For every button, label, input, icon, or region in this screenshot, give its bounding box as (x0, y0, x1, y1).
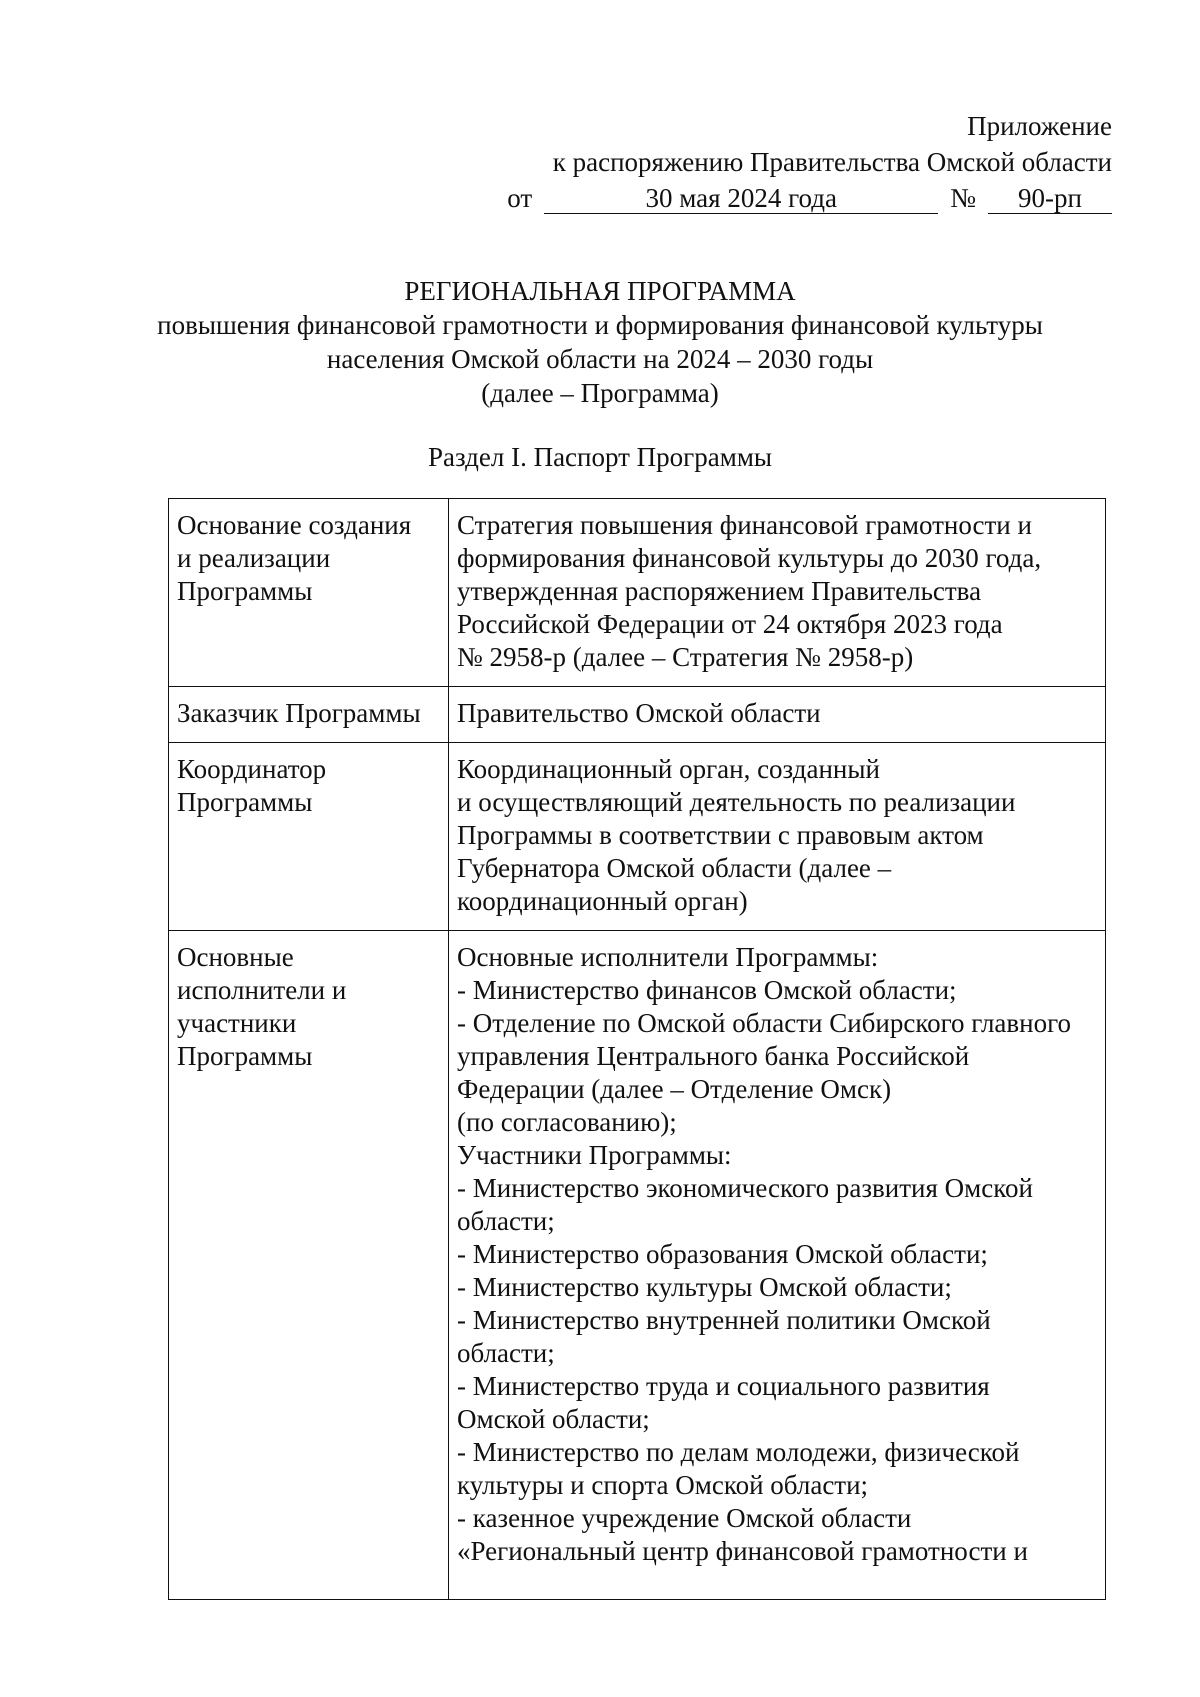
table-row (169, 687, 1106, 743)
row-content (449, 743, 1106, 931)
row-content (449, 499, 1106, 687)
text-line: Программы (177, 576, 313, 606)
text-line: Стратегия повышения финансовой грамотности и (457, 510, 1032, 540)
text-line: Участники Программы: (457, 1140, 732, 1170)
text-line: - Министерство труда и социального развития (457, 1371, 990, 1401)
text-line: области; (457, 1206, 555, 1236)
from-label: от (507, 183, 533, 213)
row-label (169, 687, 449, 743)
text-line: Программы (177, 1041, 313, 1071)
text-line: - Министерство внутренней политики Омской (457, 1305, 991, 1335)
text-line: - Министерство по делам молодежи, физической (457, 1437, 1020, 1467)
text-line: Основание создания (177, 510, 412, 540)
text-line: Правительство Омской области (457, 698, 821, 728)
order-number: 90-рп (988, 183, 1112, 214)
text-line: - Отделение по Омской области Сибирского главного (457, 1008, 1071, 1038)
text-line: Губернатора Омской области (далее – (457, 853, 892, 883)
text-line: области; (457, 1338, 555, 1368)
row-content (449, 931, 1106, 1600)
text-line: Омской области; (457, 1404, 650, 1434)
title-line-2: повышения финансовой грамотности и формирования финансовой культуры (157, 310, 1043, 340)
annex-title: Приложение (967, 111, 1112, 141)
text-line: № 2958-р (далее – Стратегия № 2958-р) (457, 642, 914, 672)
row-label (169, 499, 449, 687)
text-line: - Министерство образования Омской области; (457, 1239, 988, 1269)
text-line: Российской Федерации от 24 октября 2023 года (457, 609, 1003, 639)
text-line: - Министерство финансов Омской области; (457, 975, 957, 1005)
program-title (150, 274, 1050, 410)
text-line: Программы в соответствии с правовым актом (457, 820, 984, 850)
annex-reference: к распоряжению Правительства Омской области (552, 147, 1112, 177)
text-line: - Министерство экономического развития Омской (457, 1173, 1033, 1203)
text-line: Координационный орган, созданный (457, 754, 880, 784)
title-line-1: РЕГИОНАЛЬНАЯ ПРОГРАММА (404, 276, 796, 306)
text-line: и реализации (177, 543, 331, 573)
row-label (169, 743, 449, 931)
annex-date-number-line (507, 180, 1112, 216)
text-line: Заказчик Программы (177, 698, 421, 728)
text-line: исполнители и (177, 975, 347, 1005)
title-line-4: (далее – Программа) (481, 378, 719, 408)
text-line: формирования финансовой культуры до 2030 года, (457, 543, 1042, 573)
text-line: Программы (177, 787, 313, 817)
text-line: (по согласованию); (457, 1107, 677, 1137)
number-label: № (950, 183, 976, 213)
text-line: Основные (177, 942, 294, 972)
text-line: управления Центрального банка Российской (457, 1041, 970, 1071)
order-date: 30 мая 2024 года (544, 183, 938, 214)
text-line: участники (177, 1008, 297, 1038)
row-content (449, 687, 1106, 743)
annex-header (507, 108, 1112, 216)
title-line-3: населения Омской области на 2024 – 2030 годы (326, 344, 874, 374)
text-line: координационный орган) (457, 886, 748, 916)
table-row (169, 931, 1106, 1600)
passport-table (168, 498, 1106, 1600)
text-line: Основные исполнители Программы: (457, 942, 879, 972)
table-row (169, 499, 1106, 687)
text-line: «Региональный центр финансовой грамотности и (457, 1536, 1028, 1566)
text-line: Федерации (далее – Отделение Омск) (457, 1074, 892, 1104)
table-row (169, 743, 1106, 931)
text-line: - казенное учреждение Омской области (457, 1503, 912, 1533)
text-line: - Министерство культуры Омской области; (457, 1272, 952, 1302)
text-line: и осуществляющий деятельность по реализации (457, 787, 1016, 817)
text-line: утвержденная распоряжением Правительства (457, 576, 982, 606)
section-heading: Раздел I. Паспорт Программы (427, 442, 773, 472)
text-line: Координатор (177, 754, 327, 784)
row-label (169, 931, 449, 1600)
text-line: культуры и спорта Омской области; (457, 1470, 869, 1500)
